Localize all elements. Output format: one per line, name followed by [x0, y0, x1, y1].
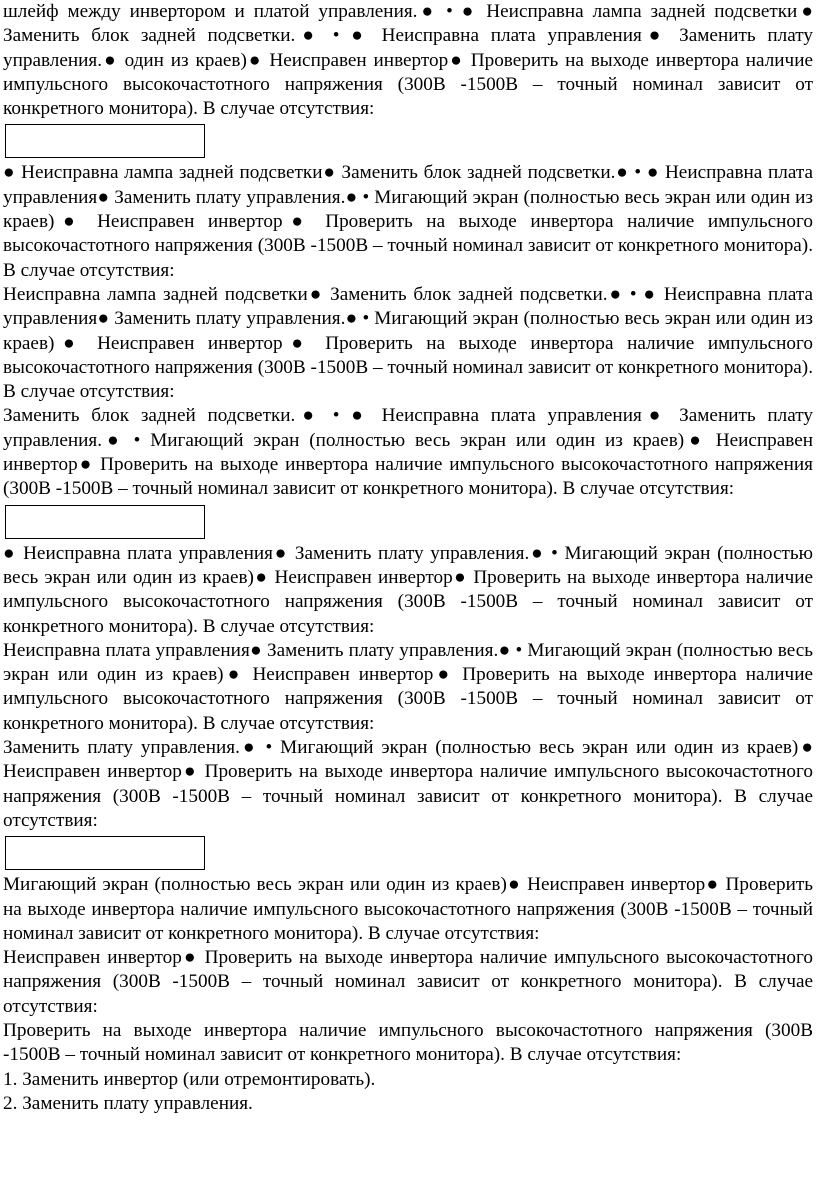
paragraph-8: Мигающий экран (полностью весь экран или один из краев)● Неисправен инвертор● Проверить на выходе инвертора наличие импульсного высокочастотного напряжения (300В -1500В – точный номинал зависит от конкретного монитора). В случае отсутствия:: [3, 874, 813, 944]
empty-figure-box-2: [5, 505, 205, 539]
paragraph-10: Проверить на выходе инвертора наличие импульсного высокочастотного напряжения (300В -1500В – точный номинал зависит от конкретного монитора). В случае отсутствия:: [3, 1019, 813, 1066]
paragraph-1: шлейф между инвертором и платой управления.● • ● Неисправна лампа задней подсветки● Заменить блок задней подсветки.● • ● Неисправна плата управления● Заменить плату управления.● один из краев)● Неисправен инвертор● Проверить на выходе инвертора наличие импульсного высокочастотного напряжения (300В -1500В – точный номинал зависит от конкретного монитора). В случае отсутствия:: [3, 1, 813, 120]
paragraph-6: Неисправна плата управления● Заменить плату управления.● • Мигающий экран (полностью весь экран или один из краев)● Неисправен инвертор● Проверить на выходе инвертора наличие импульсного высокочастотного напряжения (300В -1500В – точный номинал зависит от конкретного монитора). В случае отсутствия:: [3, 639, 813, 734]
list-item-1: 1. Заменить инвертор (или отремонтировать).: [3, 1068, 376, 1090]
list-item-2: 2. Заменить плату управления.: [3, 1092, 253, 1114]
paragraph-4: Заменить блок задней подсветки.● • ● Неисправна плата управления● Заменить плату управления.● • Мигающий экран (полностью весь экран или один из краев)● Неисправен инвертор● Проверить на выходе инвертора наличие импульсного высокочастотного напряжения (300В -1500В – точный номинал зависит от конкретного монитора). В случае отсутствия:: [3, 405, 813, 500]
paragraph-3: Неисправна лампа задней подсветки● Заменить блок задней подсветки.● • ● Неисправна плата управления● Заменить плату управления.● • Мигающий экран (полностью весь экран или один из краев)● Неисправен инвертор● Проверить на выходе инвертора наличие импульсного высокочастотного напряжения (300В -1500В – точный номинал зависит от конкретного монитора). В случае отсутствия:: [3, 283, 813, 403]
empty-figure-box-3: [5, 836, 205, 870]
paragraph-7: Заменить плату управления.● • Мигающий экран (полностью весь экран или один из краев)● Неисправен инвертор● Проверить на выходе инвертора наличие импульсного высокочастотного напряжения (300В -1500В – точный номинал зависит от конкретного монитора). В случае отсутствия:: [3, 737, 813, 831]
empty-figure-box-1: [5, 124, 205, 158]
paragraph-5: ● Неисправна плата управления● Заменить плату управления.● • Мигающий экран (полностью весь экран или один из краев)● Неисправен инвертор● Проверить на выходе инвертора наличие импульсного высокочастотного напряжения (300В -1500В – точный номинал зависит от конкретного монитора). В случае отсутствия:: [3, 542, 813, 637]
paragraph-9: Неисправен инвертор● Проверить на выходе инвертора наличие импульсного высокочастотного напряжения (300В -1500В – точный номинал зависит от конкретного монитора). В случае отсутствия:: [3, 947, 813, 1017]
paragraph-2: ● Неисправна лампа задней подсветки● Заменить блок задней подсветки.● • ● Неисправна плата управления● Заменить плату управления.● • Мигающий экран (полностью весь экран или один из краев)● Неисправен инвертор● Проверить на выходе инвертора наличие импульсного высокочастотного напряжения (300В -1500В – точный номинал зависит от конкретного монитора). В случае отсутствия:: [3, 162, 813, 281]
